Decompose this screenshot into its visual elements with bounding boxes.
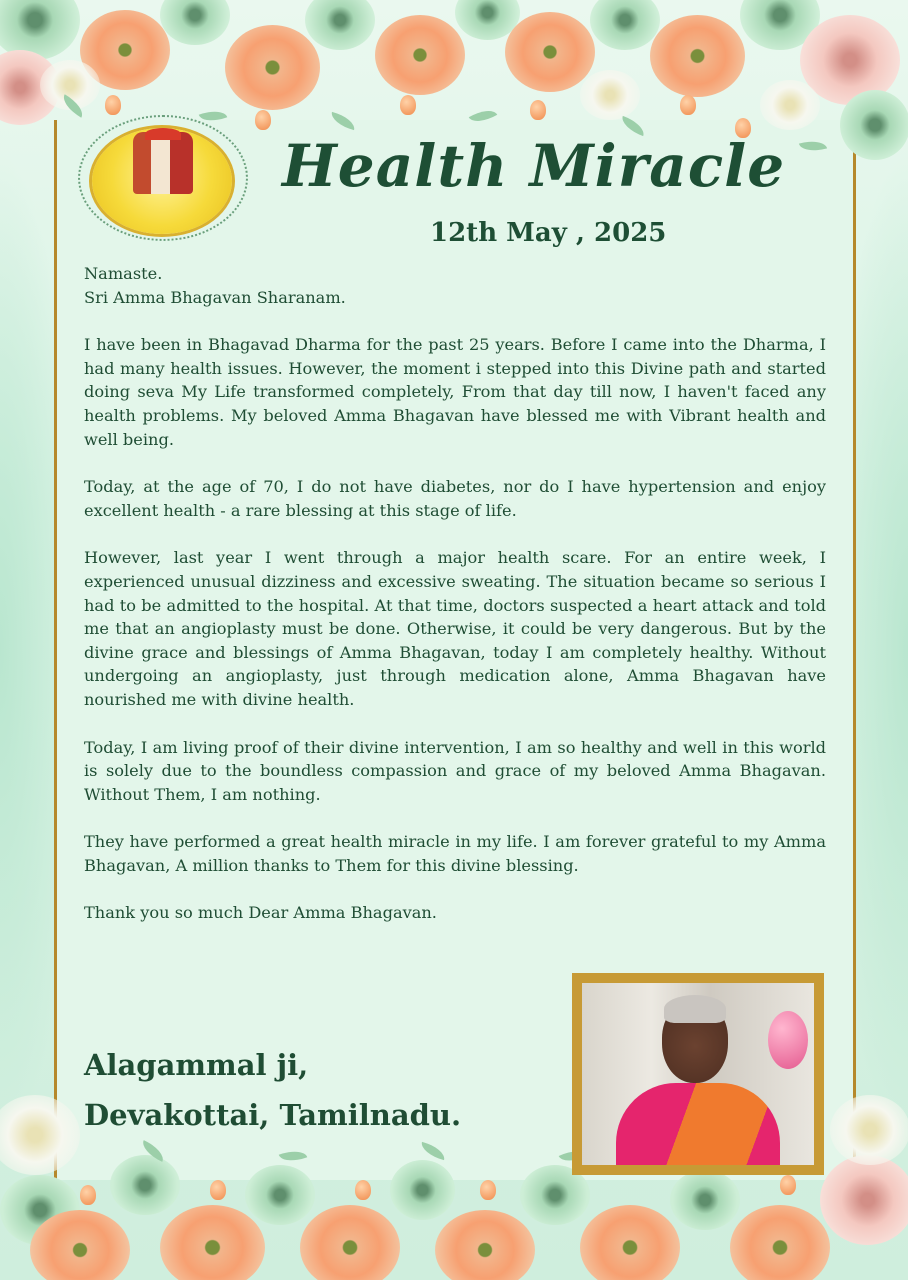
deity-crown	[145, 128, 181, 140]
letter-paragraph: I have been in Bhagavad Dharma for the past 25 years. Before I came into the Dharma, I had many health issues. However, the moment i stepped into this Divine path and started doing seva My Life transformed completely, From that day till now, I haven't faced any health problems. My beloved Amma Bhagavan have blessed me with Vibrant health and well being.	[84, 335, 826, 449]
page-title: Health Miracle	[282, 132, 786, 200]
portrait-saree	[616, 1083, 780, 1165]
portrait-hair	[664, 995, 726, 1023]
signature-name: Alagammal ji,	[84, 1048, 309, 1082]
deity-image	[133, 132, 193, 194]
letter-paragraph: They have performed a great health miracle in my life. I am forever grateful to my Amma Bhagavan, A million thanks to Them for this divine blessing.	[84, 832, 826, 875]
letter-paragraph: Today, at the age of 70, I do not have diabetes, nor do I have hypertension and enjoy excellent health - a rare blessing at this stage of life.	[84, 477, 826, 520]
letter-paragraph: However, last year I went through a major health scare. For an entire week, I experienced unusual dizziness and excessive sweating. The situation became so serious I had to be admitted to the hospital. At that time, doctors suspected a heart attack and told me that an angioplasty must be done. Otherwise, it could be very dangerous. But by the divine grace and blessings of Amma Bhagavan, today I am completely healthy. Without undergoing an angioplasty, just through medication alone, Amma Bhagavan have nourished me with divine health.	[84, 548, 826, 709]
signature-place: Devakottai, Tamilnadu.	[84, 1098, 462, 1132]
balloon-shape	[768, 1011, 808, 1069]
letter-date: 12th May , 2025	[430, 218, 667, 248]
greeting-line: Namaste.	[84, 264, 163, 283]
letter-paragraph: Today, I am living proof of their divine intervention, I am so healthy and well in this world is solely due to the boundless compassion and grace of my beloved Amma Bhagavan. Without Them, I am nothing.	[84, 737, 826, 804]
closing-line: Thank you so much Dear Amma Bhagavan.	[84, 903, 437, 923]
letter-body	[84, 262, 826, 925]
portrait-frame	[572, 973, 824, 1175]
portrait-photo	[582, 983, 814, 1165]
greeting-line: Sri Amma Bhagavan Sharanam.	[84, 287, 346, 307]
